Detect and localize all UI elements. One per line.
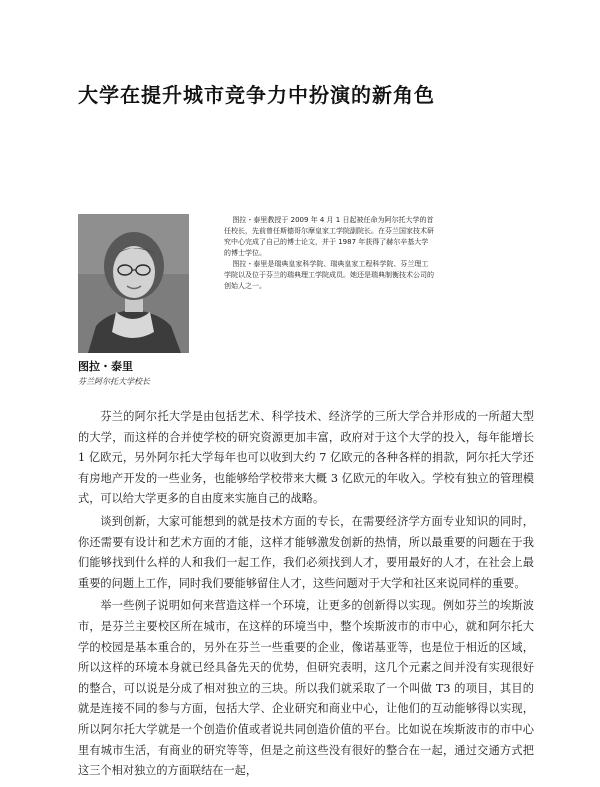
caption-paragraph: 图拉・泰里是瑞典皇家科学院、瑞典皇家工程科学院、芬兰理工学院以及位于芬兰的瑞典理工学院成员。她还是瑞典制衡技术公司的创始人之一。 [224,260,434,290]
person-name: 图拉・泰里 [78,360,133,373]
portrait-photo [78,214,189,353]
body-paragraph: 谈到创新，大家可能想到的就是技术方面的专长，在需要经济学方面专业知识的同时，你还需要有设计和艺术方面的才能，这样才能够激发创新的热情，所以最重要的问题在于我们能够找到什么样的人和我们一起工作，我们必须找到人才，要用最好的人才，在社会上最重要的问题上工作，同时我们要能够留住人才，这些问题对于大学和社区来说同样的重要。 [78,514,534,590]
photo-caption [224,215,434,292]
article-body [78,407,534,784]
person-role: 芬兰阿尔托大学校长 [78,377,150,386]
article-title: 大学在提升城市竞争力中扮演的新角色 [78,83,435,107]
body-paragraph: 举一些例子说明如何来营造这样一个环境，让更多的创新得以实现。例如芬兰的埃斯波市，是芬兰主要校区所在城市，在这样的环境当中，整个埃斯波市的市中心，就和阿尔托大学的校园是基本重合的，另外在芬兰一些重要的企业，像诺基亚等，也是位于相近的区域，所以这样的环境本身就已经具备先天的优势，但研究表明，这几个元素之间并没有实现很好的整合，可以说是分成了相对独立的三块。所以我们就采取了一个叫做 T3 的项目，其目的就是连接不同的参与方面，包括大学、企业研究和商业中心，让他们的互动能够得以实现，所以阿尔托大学就是一个创造价值或者说共同创造价值的平台。比如说在埃斯波市的市中心里有城市生活，有商业的研究等等，但是之前这些没有很好的整合在一起，通过交通方式把这三个相对独立的方面联结在一起， [78,599,534,778]
body-paragraph: 芬兰的阿尔托大学是由包括艺术、科学技术、经济学的三所大学合并形成的一所超大型的大学，而这样的合并使学校的研究资源更加丰富，政府对于这个大学的投入，每年能增长 1 亿欧元，另外阿尔托大学每年也可以收到大约 7 亿欧元的各种各样的捐款，阿尔托大学还有房地产开发的一些业务，也能够给学校带来大概 3 亿欧元的年收入。学校有独立的管理模式，可以给大学更多的自由度来实施自己的战略。 [78,410,534,506]
caption-paragraph: 图拉・泰里教授于 2009 年 4 月 1 日起被任命为阿尔托大学的首任校长，先前曾任斯德哥尔摩皇家工学院副院长。在芬兰国家技术研究中心完成了自己的博士论文，并于 1987 年获得了赫尔辛基大学的博士学位。 [224,216,434,257]
